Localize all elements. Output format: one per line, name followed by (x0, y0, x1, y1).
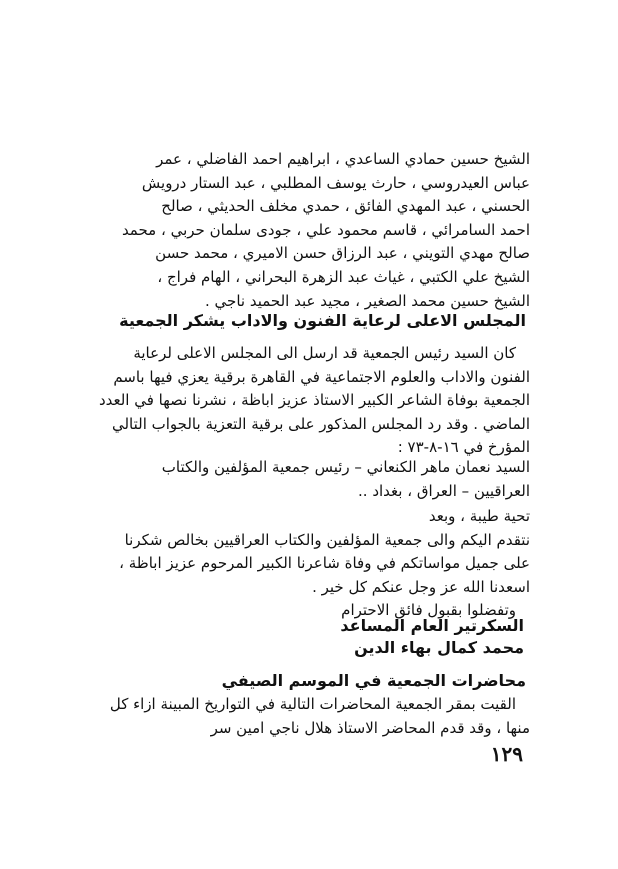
names-line: صالح مهدي التويني ، عبد الرزاق حسن الاميري ، محمد حسن (155, 244, 530, 263)
signature-title: السكرتير العام المساعد (340, 616, 524, 635)
paragraph-line: القيت بمقر الجمعية المحاضرات التالية في التواريخ المبينة ازاء كل (109, 695, 516, 713)
letter-line: اسعدنا الله عز وجل عنكم كل خير . (312, 577, 530, 596)
letter-body (90, 505, 530, 623)
letter-line: نتقدم اليكم والى جمعية المؤلفين والكتاب العراقيين بخالص شكرنا (124, 530, 530, 549)
page-number: ١٢٩ (490, 742, 523, 766)
paragraph-line: الفنون والاداب والعلوم الاجتماعية في القاهرة برقية يعزي فيها باسم (113, 367, 530, 386)
closing: وتفضلوا بقبول فائق الاحترام (341, 601, 516, 620)
greeting: تحية طيبة ، وبعد (428, 507, 530, 525)
names-block (90, 148, 530, 313)
paragraph-line: الماضي . وقد رد المجلس المذكور على برقية التعزية بالجواب التالي (111, 414, 530, 433)
section-heading: محاضرات الجمعية في الموسم الصيفي (221, 671, 526, 690)
addressee (90, 456, 530, 503)
names-line: الشيخ علي الكتبي ، غياث عبد الزهرة البحراني ، الهام فراج ، (157, 267, 530, 286)
letter-line: على جميل مواساتكم في وفاة شاعرنا الكبير المرحوم عزيز اباظة ، (119, 554, 530, 573)
names-line: الشيخ حسين محمد الصغير ، مجيد عبد الحميد ناجي . (205, 291, 530, 310)
names-line: الحسني ، عبد المهدي الفائق ، حمدي مخلف الحديثي ، صالح (161, 197, 530, 216)
paragraph-line: كان السيد رئيس الجمعية قد ارسل الى المجلس الاعلى لرعاية (133, 344, 516, 362)
address-line: العراقيين – العراق ، بغداد .. (358, 481, 530, 500)
paragraph-line: منها ، وقد قدم المحاضر الاستاذ هلال ناجي امين سر (210, 718, 530, 737)
signature-name: محمد كمال بهاء الدين (354, 638, 524, 657)
paragraph (90, 342, 530, 460)
names-line: الشيخ حسين حمادي الساعدي ، ابراهيم احمد الفاضلي ، عمر (156, 150, 530, 168)
names-line: احمد السامرائي ، قاسم محمود علي ، جودى سلمان حربي ، محمد (121, 220, 530, 239)
paragraph-line: المؤرخ في ١٦-٨-٧٣ : (397, 438, 530, 457)
paragraph (90, 693, 530, 740)
paragraph-line: الجمعية بوفاة الشاعر الكبير الاستاذ عزيز اباظة ، نشرنا نصها في العدد (98, 391, 530, 410)
section-heading: المجلس الاعلى لرعاية الفنون والاداب يشكر الجمعية (119, 311, 526, 330)
address-line: السيد نعمان ماهر الكنعاني – رئيس جمعية المؤلفين والكتاب (161, 458, 530, 476)
names-line: عباس العيدروسي ، حارث يوسف المطلبي ، عبد الستار درويش (141, 173, 530, 192)
